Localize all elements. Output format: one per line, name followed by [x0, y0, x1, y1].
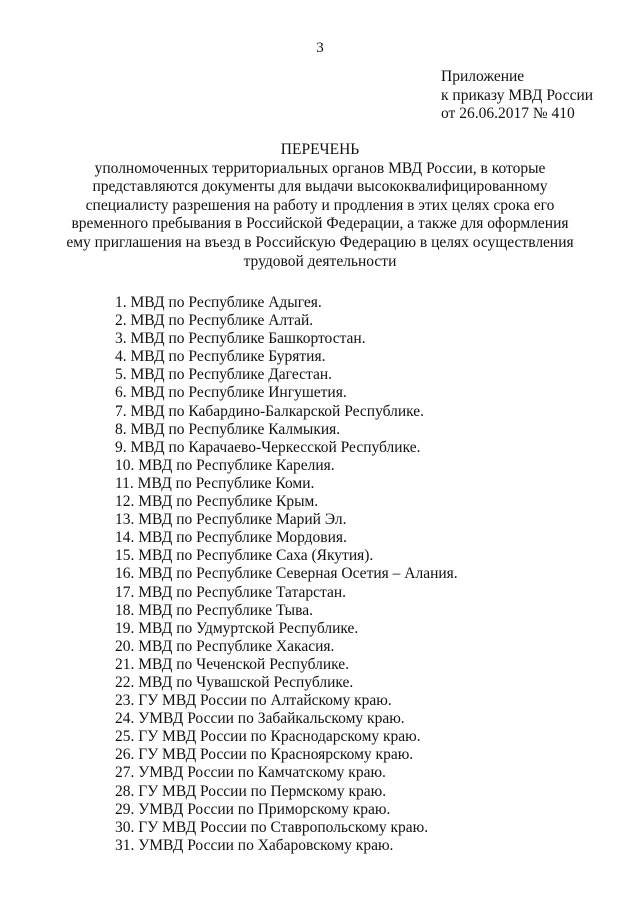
list-item: 14. МВД по Республике Мордовия. — [115, 529, 347, 547]
document-heading — [60, 141, 580, 271]
list-item: 17. МВД по Республике Татарстан. — [115, 583, 347, 601]
list-item: 6. МВД по Республике Ингушетия. — [115, 384, 347, 402]
list-item: 18. МВД по Республике Тыва. — [115, 601, 313, 619]
list-item: 22. МВД по Чувашской Республике. — [115, 673, 354, 691]
list-item: 3. МВД по Республике Башкортостан. — [115, 330, 366, 348]
list-item: 12. МВД по Республике Крым. — [115, 493, 319, 511]
heading-title: ПЕРЕЧЕНЬ — [280, 141, 360, 158]
list-item: 26. ГУ МВД России по Красноярскому краю. — [115, 746, 414, 764]
list-item: 27. УМВД России по Камчатскому краю. — [115, 764, 386, 782]
list-item: 24. УМВД России по Забайкальскому краю. — [115, 710, 405, 728]
list-item: 10. МВД по Республике Карелия. — [115, 456, 335, 474]
heading-line: специалисту разрешения на работу и продления в этих целях срока его — [85, 196, 555, 214]
heading-line: трудовой деятельности — [243, 252, 397, 270]
list-item: 21. МВД по Чеченской Республике. — [115, 655, 350, 673]
page-number: 3 — [316, 40, 324, 56]
list-item: 8. МВД по Республике Калмыкия. — [115, 420, 341, 438]
list-item: 1. МВД по Республике Адыгея. — [115, 294, 322, 311]
list-item: 20. МВД по Республике Хакасия. — [115, 637, 335, 655]
list-item: 4. МВД по Республике Бурятия. — [115, 348, 326, 366]
heading-line: ему приглашения на въезд в Российскую Федерацию в целях осуществления — [66, 233, 574, 251]
appendix-line: Приложение — [441, 68, 525, 85]
list-item: 31. УМВД России по Хабаровскому краю. — [115, 836, 394, 854]
appendix-block — [441, 68, 593, 124]
list-item: 13. МВД по Республике Марий Эл. — [115, 511, 347, 529]
list-item: 25. ГУ МВД России по Краснодарскому краю. — [115, 728, 421, 746]
list-item: 11. МВД по Республике Коми. — [115, 474, 315, 492]
heading-line: представляются документы для выдачи высококвалифицированному — [92, 178, 548, 196]
list-item: 16. МВД по Республике Северная Осетия – Алания. — [115, 565, 458, 583]
list-item: 30. ГУ МВД России по Ставропольскому краю. — [115, 818, 429, 836]
list-item: 28. ГУ МВД России по Пермскому краю. — [115, 782, 387, 800]
appendix-line: от 26.06.2017 № 410 — [441, 105, 575, 122]
list-item: 15. МВД по Республике Саха (Якутия). — [115, 547, 374, 565]
list-item: 9. МВД по Карачаево-Черкесской Республике. — [115, 438, 421, 456]
list-item: 23. ГУ МВД России по Алтайскому краю. — [115, 692, 392, 710]
authorities-list — [115, 294, 458, 855]
list-item: 5. МВД по Республике Дагестан. — [115, 366, 332, 384]
appendix-line: к приказу МВД России — [441, 86, 594, 104]
list-item: 2. МВД по Республике Алтай. — [115, 312, 314, 330]
list-item: 19. МВД по Удмуртской Республике. — [115, 619, 359, 637]
heading-line: уполномоченных территориальных органов МВД России, в которые — [94, 159, 546, 177]
heading-line: временного пребывания в Российской Федерации, а также для оформления — [71, 215, 569, 233]
list-item: 29. УМВД России по Приморскому краю. — [115, 800, 391, 818]
list-item: 7. МВД по Кабардино-Балкарской Республике. — [115, 402, 425, 420]
